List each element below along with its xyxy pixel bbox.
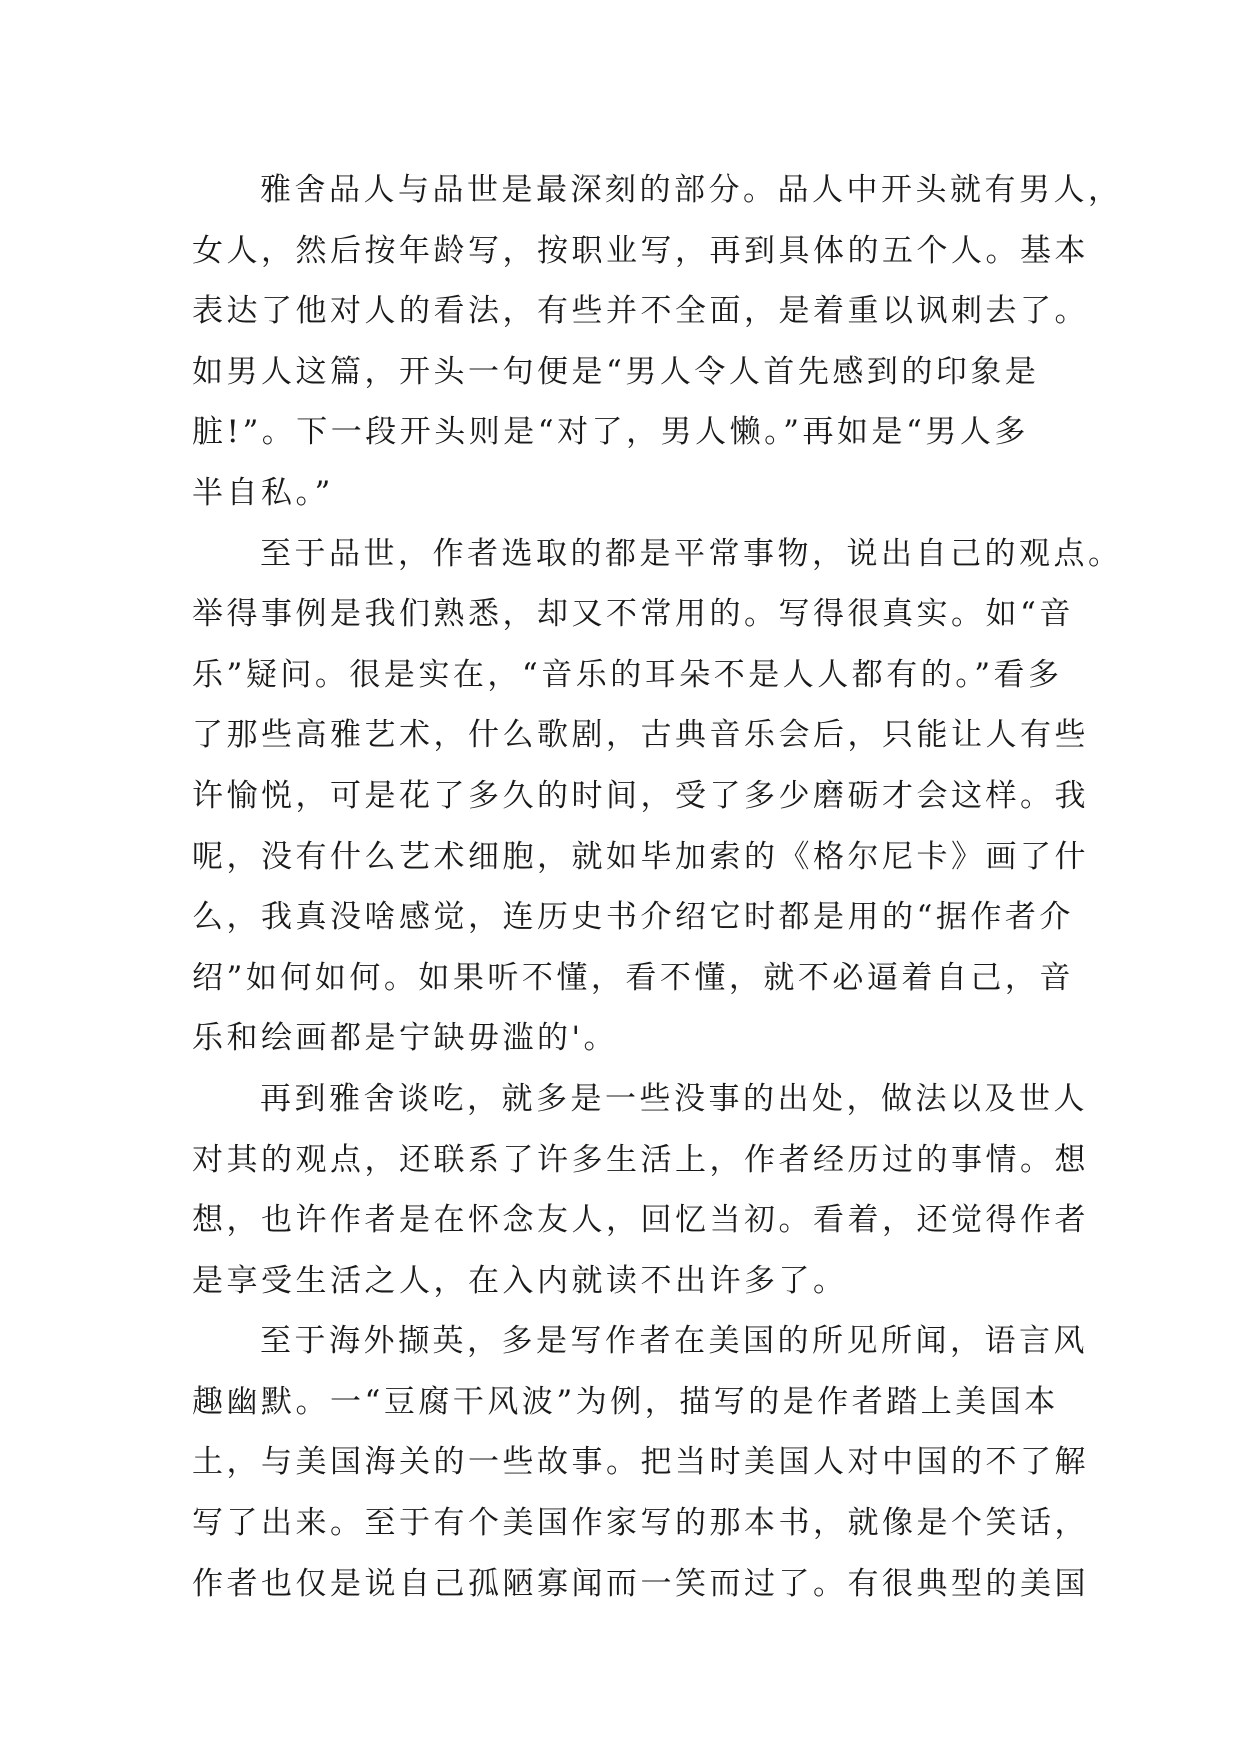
text-line: 雅舍品人与品世是最深刻的部分。品人中开头就有男人，	[260, 172, 1123, 208]
text-line: 呢，没有什么艺术细胞，就如毕加索的《格尔尼卡》画了什	[192, 838, 1089, 875]
body-text	[192, 160, 1123, 1614]
text-line: 绍”如何如何。如果听不懂，看不懂，就不必逼着自己，音	[192, 959, 1074, 996]
text-line: 了那些高雅艺术，什么歌剧，古典音乐会后，只能让人有些	[192, 717, 1089, 754]
text-line: 至于品世，作者选取的都是平常事物，说出自己的观点。	[260, 535, 1123, 572]
text-line: 脏!”。下一段开头则是“对了，男人懒。”再如是“男人多	[192, 414, 1029, 451]
text-line: 作者也仅是说自己孤陋寡闻而一笑而过了。有很典型的美国	[192, 1565, 1089, 1602]
text-line: 再到雅舍谈吃，就多是一些没事的出处，做法以及世人	[260, 1080, 1088, 1117]
paragraph	[192, 1069, 1089, 1311]
text-line: 如男人这篇，开头一句便是“男人令人首先感到的印象是	[192, 353, 1040, 390]
paragraph	[192, 1311, 1089, 1614]
paragraph	[192, 524, 1123, 1069]
text-line: 女人，然后按年龄写，按职业写，再到具体的五个人。基本	[192, 232, 1089, 269]
text-line: 至于海外撷英，多是写作者在美国的所见所闻，语言风	[260, 1323, 1088, 1360]
text-line: 半自私。”	[192, 474, 334, 511]
paragraph	[192, 160, 1123, 524]
text-line: 举得事例是我们熟悉，却又不常用的。写得很真实。如“音	[192, 596, 1074, 633]
text-line: 趣幽默。一“豆腐干风波”为例，描写的是作者踏上美国本	[192, 1383, 1059, 1420]
text-line: 想，也许作者是在怀念友人，回忆当初。看着，还觉得作者	[192, 1202, 1089, 1239]
text-line: 写了出来。至于有个美国作家写的那本书，就像是个笑话，	[192, 1505, 1089, 1542]
text-line: 是享受生活之人，在入内就读不出许多了。	[192, 1262, 848, 1299]
text-line: 土，与美国海关的一些故事。把当时美国人对中国的不了解	[192, 1444, 1089, 1481]
text-line: 乐”疑问。很是实在，“音乐的耳朵不是人人都有的。”看多	[192, 656, 1063, 693]
text-line: 表达了他对人的看法，有些并不全面，是着重以讽刺去了。	[192, 293, 1089, 330]
text-line: 乐和绘画都是宁缺毋滥的'。	[192, 1020, 619, 1057]
text-line: 对其的观点，还联系了许多生活上，作者经历过的事情。想	[192, 1141, 1089, 1178]
text-line: 么，我真没啥感觉，连历史书介绍它时都是用的“据作者介	[192, 899, 1074, 936]
text-line: 许愉悦，可是花了多久的时间，受了多少磨砺才会这样。我	[192, 777, 1089, 814]
